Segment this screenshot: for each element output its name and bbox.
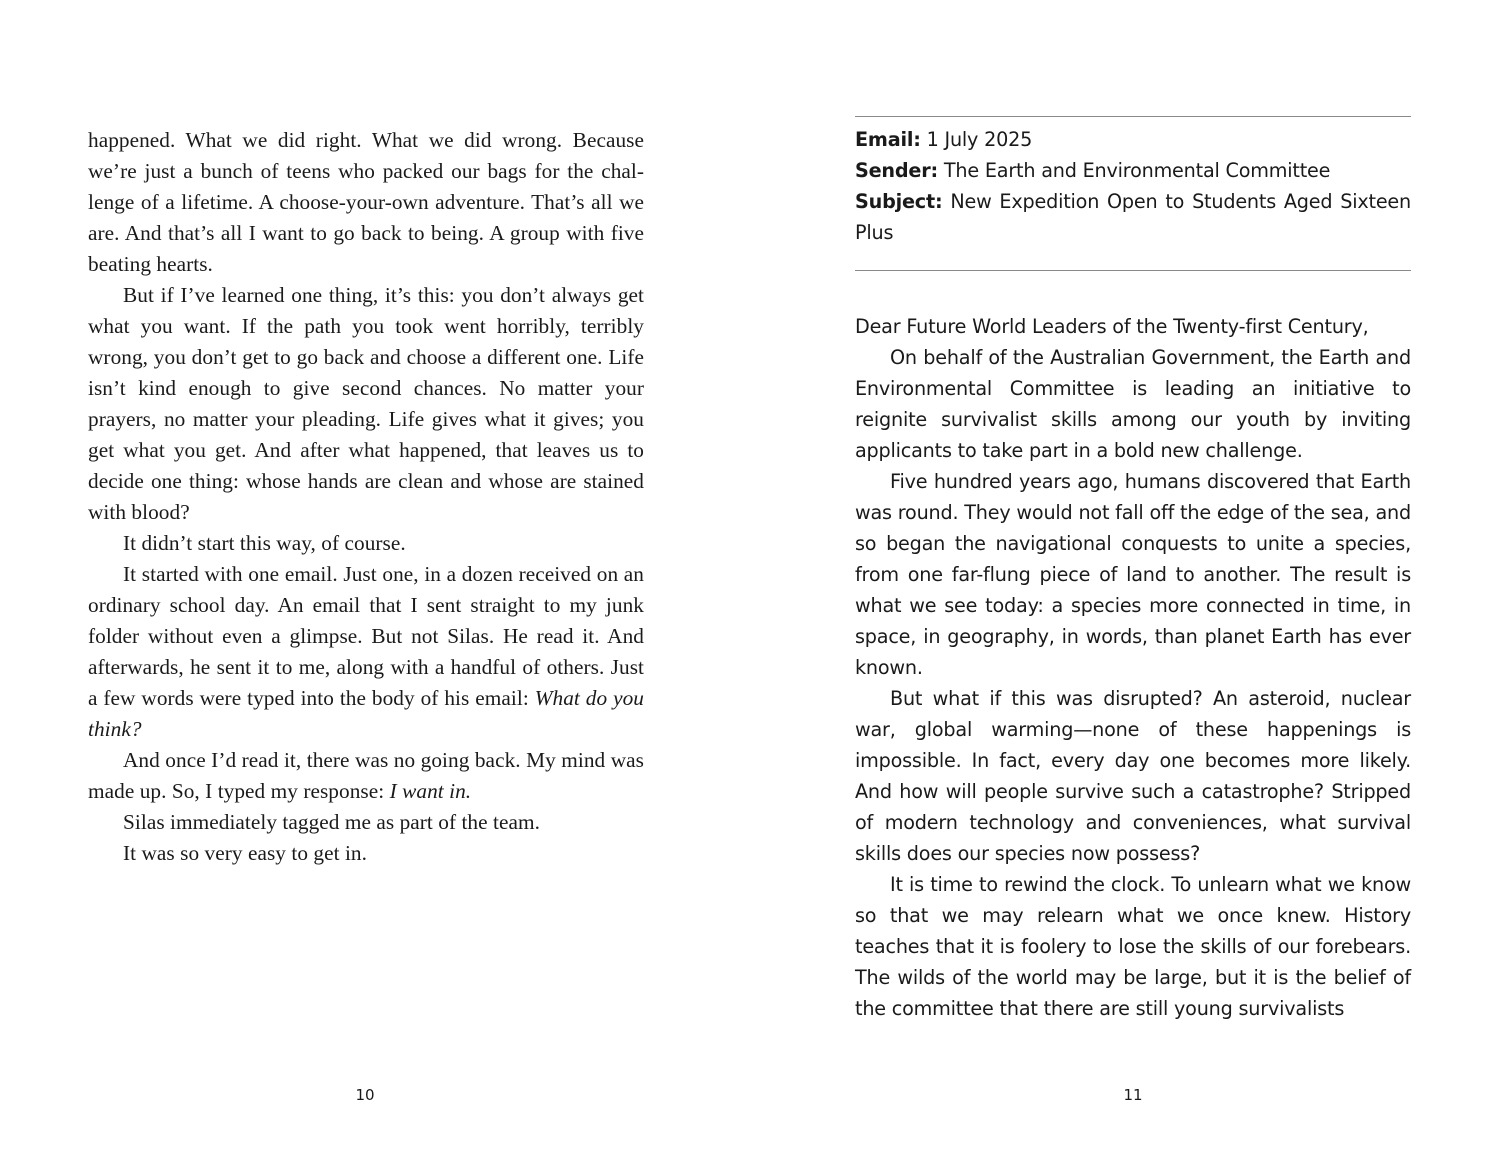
email-header [855,124,1411,248]
salutation: Dear Future World Leaders of the Twenty-first Century, [855,315,1369,338]
paragraph-text: It started with one email. Just one, in a dozen received on an ordinary school day. An email that I sent straight to my junk folder without even a glimpse. But not Silas. He read it. And afterwards, he sent it to me, along with a handful of others. Just a few words were typed into the body of his email: [88,562,644,710]
left-page-text [88,125,644,869]
right-page [750,0,1500,1160]
bottom-divider [855,270,1411,271]
page-number: 10 [355,1086,375,1104]
paragraph: It is time to rewind the clock. To unlearn what we know so that we may relearn what we once knew. History teaches that it is foolery to lose the skills of our forebears. The wilds of the world may be large, but it is the belief of the committee that there are still young survivalists [855,873,1411,1020]
page-number: 11 [1123,1086,1143,1104]
email-body [855,311,1411,1024]
subject-line [855,186,1411,248]
paragraph: Silas immediately tagged me as part of the team. [123,810,540,834]
sender-value: The Earth and Environmental Committee [943,159,1331,182]
sender-line [855,155,1411,186]
paragraph: It was so very easy to get in. [123,841,367,865]
italic-quote: I want in. [389,779,472,803]
paragraph-text: And once I’d read it, there was no going back. My mind was made up. So, I typed my response: [88,748,644,803]
paragraph: On behalf of the Australian Government, the Earth and Environmental Committee is leading an initiative to reignite survivalist skills among our youth by inviting applicants to take part in a bold new challenge. [855,346,1411,462]
paragraph: It didn’t start this way, of course. [123,531,406,555]
email-label: Email: [855,128,921,151]
subject-label: Subject: [855,190,943,213]
paragraph: happened. What we did right. What we did wrong. Because we’re just a bunch of teens who packed our bags for the challenge of a lifetime. A choose-your-own adventure. That’s all we are. And that’s all I want to go back to being. A group with five beating hearts. [88,128,644,276]
paragraph: But if I’ve learned one thing, it’s this: you don’t always get what you want. If the path you took went horribly, terribly wrong, you don’t get to go back and choose a different one. Life isn’t kind enough to give second chances. No matter your prayers, no matter your pleading. Life gives what it gives; you get what you get. And after what happened, that leaves us to decide one thing: whose hands are clean and whose are stained with blood? [88,283,644,524]
email-date-line [855,124,1411,155]
paragraph: But what if this was disrupted? An asteroid, nuclear war, global warming—none of these happenings is impossible. In fact, every day one becomes more likely. And how will people survive such a catastrophe? Stripped of modern technology and conveniences, what survival skills does our species now possess? [855,687,1411,865]
paragraph [88,745,644,807]
sender-label: Sender: [855,159,938,182]
paragraph: Five hundred years ago, humans discovered that Earth was round. They would not fall off the edge of the sea, and so began the navigational conquests to unite a species, from one far-flung piece of land to another. The result is what we see today: a species more connected in time, in space, in geography, in words, than planet Earth has ever known. [855,470,1411,679]
paragraph [88,559,644,745]
subject-value: New Expedition Open to Students Aged Sixteen Plus [855,190,1411,244]
top-divider [855,116,1411,117]
italic-quote: What do you think? [88,686,645,741]
email-date: 1 July 2025 [926,128,1033,151]
